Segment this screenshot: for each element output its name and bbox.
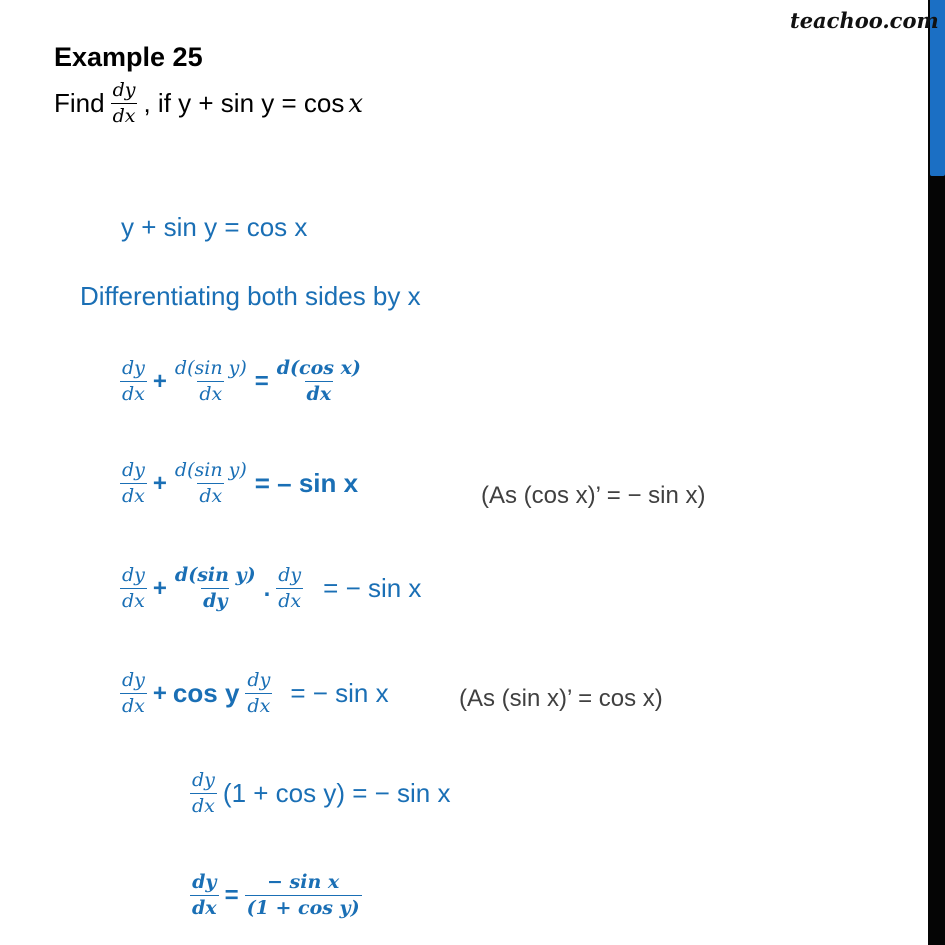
given-equation: y + sin y = cos x — [121, 212, 308, 242]
dot-operator: . — [263, 574, 271, 602]
plus-sign: + — [152, 367, 167, 395]
fraction-dy-dx: $\frac{dy}{dx}$ — [122, 564, 145, 612]
question-fraction: $\frac{dy}{dx}$ — [112, 79, 136, 127]
question-variable: x — [348, 88, 364, 119]
brand-logo: teachoo.com — [790, 8, 939, 33]
question — [54, 80, 363, 128]
plus-sign: + — [152, 574, 167, 602]
rhs-minus-sinx: = − sin x — [323, 573, 422, 604]
fraction-dy-dx: $\frac{dy}{dx}$ — [192, 769, 215, 817]
equals-sign: = — [254, 367, 269, 395]
fraction-dsiny-dx: $\frac{\text{d(sin y)}}{dx}$ — [174, 459, 247, 507]
instruction-text: Differentiating both sides by x — [80, 281, 421, 311]
rhs-minus-sinx: = − sin x — [290, 678, 389, 709]
note-sin-derivative: (As (sin x)’ = cos x) — [459, 685, 663, 712]
plus-sign: + — [152, 679, 167, 707]
example-title: Example 25 — [54, 42, 203, 72]
fraction-dy-dx: $\frac{dy}{dx}$ — [122, 669, 145, 717]
fraction-dsiny-dx: $\frac{\text{d(sin y)}}{dx}$ — [174, 357, 247, 405]
question-text: , if y + sin y = cos — [143, 88, 345, 119]
fraction-dy-dx: $\frac{dy}{dx}$ — [247, 669, 271, 717]
fraction-dcosx-dx: $\frac{\text{d(cos x)}}{dx}$ — [276, 357, 361, 405]
note-cos-derivative: (As (cos x)’ = − sin x) — [481, 482, 706, 509]
step-line-4 — [120, 670, 389, 718]
factored-equation: (1 + cos y) = − sin x — [222, 778, 451, 809]
plus-sign: + — [152, 469, 167, 497]
result-fraction: $\frac{\text{− sin x}}{\text{(1 + cos y)}}$ — [246, 871, 360, 919]
step-line-5 — [190, 770, 451, 818]
step-line-2 — [120, 460, 358, 508]
step-line-3 — [120, 565, 421, 613]
equals-sign: = — [224, 881, 239, 909]
step-line-1 — [120, 358, 363, 406]
fraction-dy-dx: $\frac{dy}{dx}$ — [192, 871, 217, 919]
fraction-dy-dx: $\frac{dy}{dx}$ — [278, 564, 302, 612]
question-find: Find — [54, 88, 105, 119]
cos-y-term: cos y — [172, 678, 240, 709]
fraction-dsiny-dy: $\frac{\text{d(sin y)}}{dy}$ — [174, 564, 256, 612]
fraction-dy-dx: $\frac{dy}{dx}$ — [122, 459, 145, 507]
step-line-6-result — [190, 872, 362, 920]
fraction-dy-dx: $\frac{dy}{dx}$ — [122, 357, 145, 405]
rhs-minus-sinx: = – sin x — [254, 468, 359, 499]
